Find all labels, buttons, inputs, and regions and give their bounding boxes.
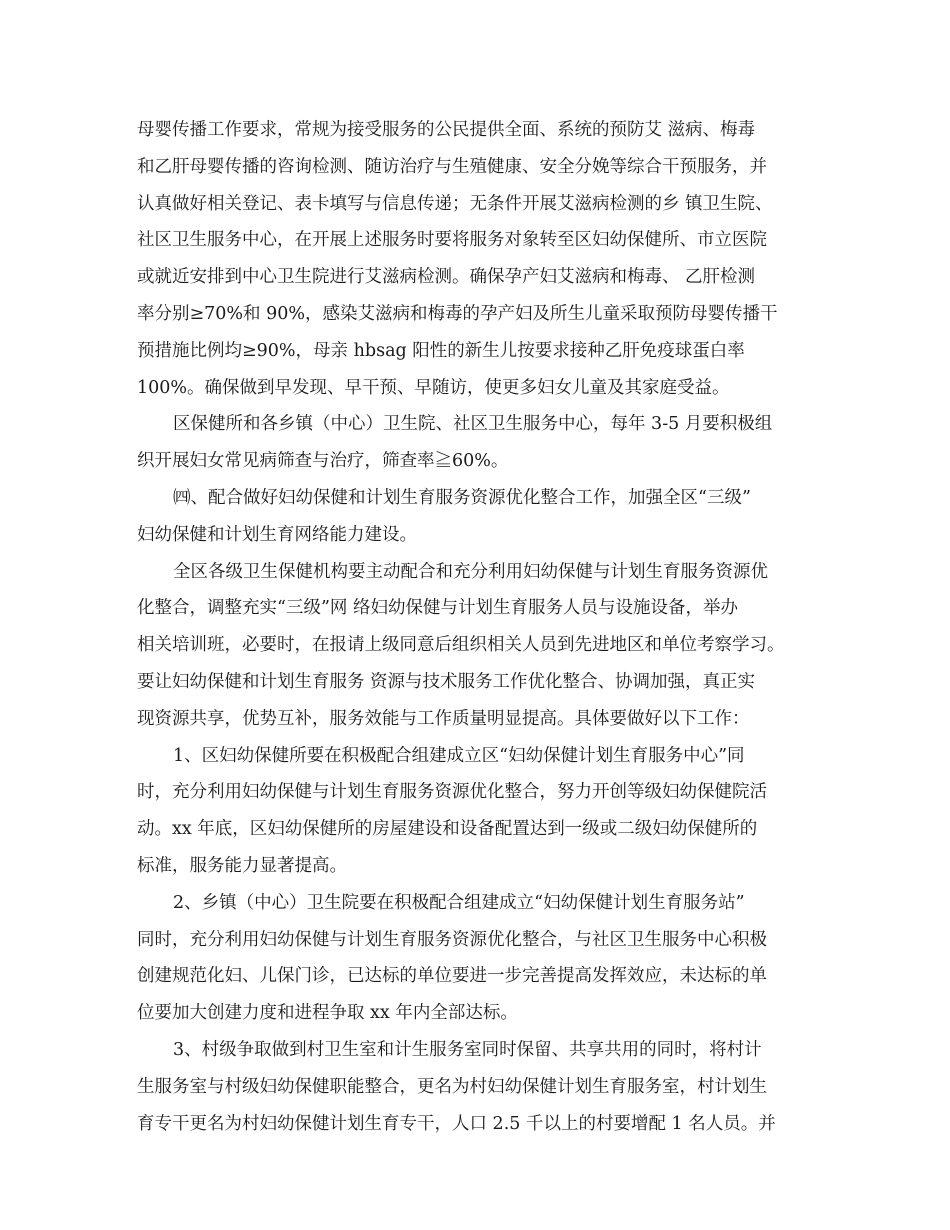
paragraph-first-line: 全区各级卫生保健机构要主动配合和充分利用妇幼保健与计划生育服务资源优 [173,561,768,582]
text-line: 或就近安排到中心卫生院进行艾滋病检测。确保孕产妇艾滋病和梅毒、 乙肝检测 [137,267,756,288]
text-line: 率分别≥70%和 90%，感染艾滋病和梅毒的孕产妇及所生儿童采取预防母婴传播干 [137,303,778,324]
text-line: 化整合，调整充实“三级”网 络妇幼保健与计划生育服务人员与设施设备，举办 [137,598,738,619]
text-line: 母婴传播工作要求，常规为接受服务的公民提供全面、系统的预防艾 滋病、梅毒 [137,120,756,140]
paragraph-first-line: 1、区妇幼保健所要在积极配合组建成立区“妇幼保健计划生育服务中心”同 [173,745,745,766]
text-line: 育专干更名为村妇幼保健计划生育专干，人口 2.5 千以上的村要增配 1 名人员。并 [137,1113,776,1134]
paragraph-first-line: 3、村级争取做到村卫生室和计生服务室同时保留、共享共用的同时，将村计 [173,1039,762,1060]
paragraph-first-line: 2、乡镇（中心）卫生院要在积极配合组建成立“妇幼保健计划生育服务站” [173,892,745,913]
text-line: 同时，充分利用妇幼保健与计划生育服务资源优化整合，与社区卫生服务中心积极 [137,929,767,950]
text-line: 生服务室与村级妇幼保健职能整合，更名为村妇幼保健计划生育服务室，村计划生 [137,1076,767,1097]
paragraph-first-line: 区保健所和各乡镇（中心）卫生院、社区卫生服务中心，每年 3-5 月要积极组 [173,414,773,435]
text-line: 时，充分利用妇幼保健与计划生育服务资源优化整合，努力开创等级妇幼保健院活 [137,782,767,803]
text-line: 妇幼保健和计划生育网络能力建设。 [137,524,417,545]
text-line: 100%。确保做到早发现、早干预、早随访，使更多妇女儿童及其家庭受益。 [137,377,730,398]
text-line: 动。xx 年底，区妇幼保健所的房屋建设和设备配置达到一级或二级妇幼保健所的 [137,819,758,840]
text-line: 预措施比例均≥90%，母亲 hbsag 阳性的新生儿按要求接种乙肝免疫球蛋白率 [137,340,745,361]
text-line: 现资源共享，优势互补，服务效能与工作质量明显提高。具体要做好以下工作： [137,708,750,729]
text-line: 认真做好相关登记、表卡填写与信息传递；无条件开展艾滋病检测的乡 镇卫生院、 [137,193,773,214]
text-line: 标准，服务能力显著提高。 [137,855,347,876]
text-line: 要让妇幼保健和计划生育服务 资源与技术服务工作优化整合、协调加强，真正实 [137,671,756,692]
text-line: 和乙肝母婴传播的咨询检测、随访治疗与生殖健康、安全分娩等综合干预服务，并 [137,156,767,177]
paragraph-first-line: ㈣、配合做好妇幼保健和计划生育服务资源优化整合工作，加强全区“三级” [173,487,751,508]
text-line: 创建规范化妇、儿保门诊，已达标的单位要进一步完善提高发挥效应，未达标的单 [137,966,767,987]
document-body [137,112,817,1142]
text-line: 位要加大创建力度和进程争取 xx 年内全部达标。 [137,1003,518,1024]
text-line: 织开展妇女常见病筛查与治疗，筛查率≧60%。 [137,451,509,472]
text-line: 社区卫生服务中心，在开展上述服务时要将服务对象转至区妇幼保健所、市立医院 [137,230,767,251]
text-line: 相关培训班，必要时，在报请上级同意后组织相关人员到先进地区和单位考察学习。 [137,635,785,656]
